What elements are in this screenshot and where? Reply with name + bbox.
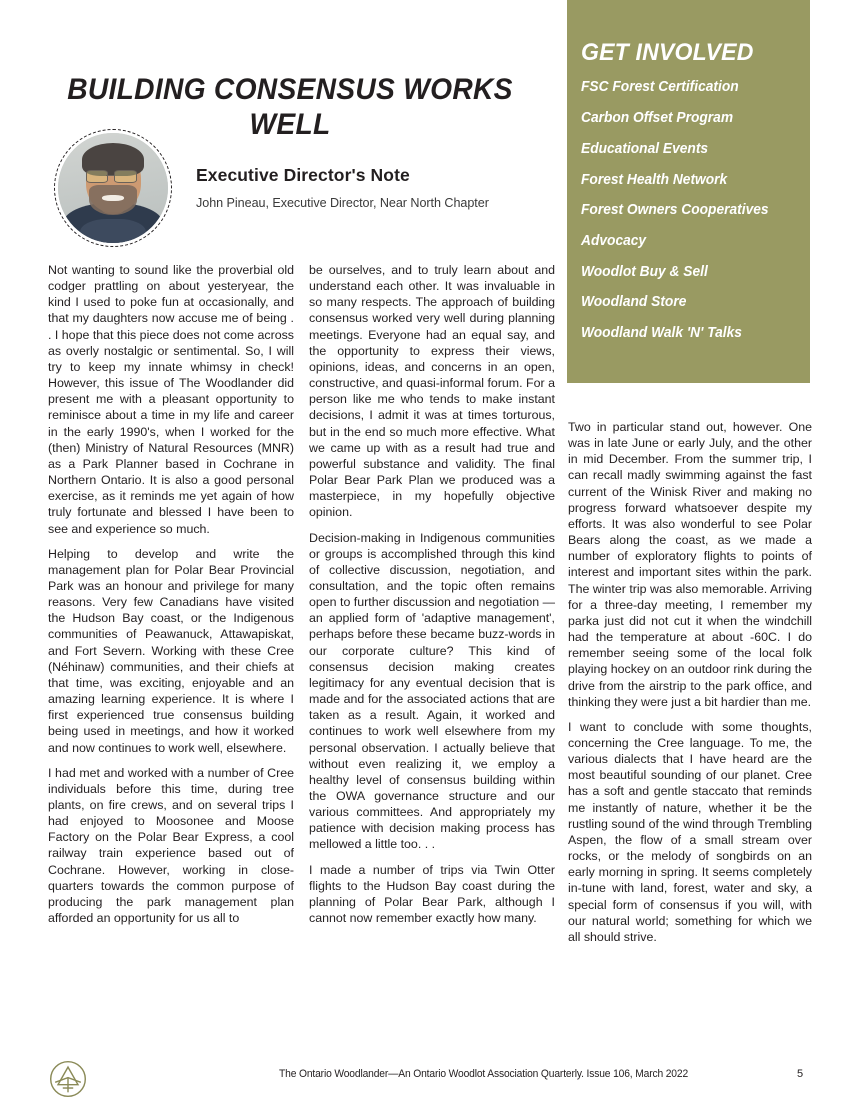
author-byline: John Pineau, Executive Director, Near North Chapter: [196, 196, 489, 210]
owa-tree-logo-icon: [49, 1060, 87, 1098]
paragraph: Two in particular stand out, however. One was in late June or early July, and the other in mid December. From the summer trip, I can recall madly swimming against the fast current of the Winisk River and making no progress forward whatsoever despite my efforts. It was also wonderful to see Polar Bears along the coast, as we made a number of exploratory flights to points of interest and important sites within the park. The winter trip was also memorable. Arriving for a three-day meeting, I remember my parka just did not cut it when the windchill had the temperature at about -60C. I do remember seeing some of the local folk playing hockey on an outdoor rink during the drive from the airstrip to the park office, and thinking they were just a bit hardier than me.: [568, 420, 812, 709]
sidebar-item-carbon-offset-program[interactable]: Carbon Offset Program: [581, 110, 734, 127]
body-column-2: [309, 262, 555, 926]
author-avatar: [54, 129, 172, 247]
paragraph: I want to conclude with some thoughts, concerning the Cree language. To me, the various dialects that I have heard are the most beautiful sounding of our planet. Cree has a soft and gentle staccato that reminds me instantly of nature, whether it be the rustling sound of the wind through Trembling Aspen, the flow of a small stream over rocks, or the melody of songbirds on an early morning in spring. It seems completely in-tune with land, forest, water and sky, a special form of consensus if you will, with our natural world; something for which we all should strive.: [568, 719, 812, 944]
sidebar-item-woodland-walk-n-talks[interactable]: Woodland Walk 'N' Talks: [581, 325, 742, 342]
get-involved-panel: [567, 0, 810, 383]
sidebar-item-forest-health-network[interactable]: Forest Health Network: [581, 171, 728, 188]
footer-publication-line: The Ontario Woodlander—An Ontario Woodlot Association Quarterly. Issue 106, March 2022: [279, 1068, 689, 1080]
sidebar-item-woodland-store[interactable]: Woodland Store: [581, 294, 687, 311]
paragraph: Decision-making in Indigenous communities or groups is accomplished through this kind of collective discussion, negotiation, and consultation, and the topic often remains open to further discussion and negotiation — an applied form of 'adaptive management', perhaps before these became buzz-words in our corporate culture? This kind of consensus decision making creates legitimacy for any eventual decision that is made and for the associated actions that are taken as a result. Again, it worked and continues to work well elsewhere from my personal observation. I actually believe that without even realizing it, we employ a healthy level of consensus building within the OWA governance structure and our various committees. And appropriately my patience with decision making process has mellowed a little too. . .: [309, 530, 555, 852]
article-headline: BUILDING CONSENSUS WORKS WELL: [67, 73, 513, 142]
paragraph: I made a number of trips via Twin Otter flights to the Hudson Bay coast during the planning of Polar Bear Park, although I cannot now remember exactly how many.: [309, 862, 555, 926]
body-column-1: [48, 262, 294, 926]
paragraph: I had met and worked with a number of Cree individuals before this time, during tree plants, on fire crews, and on several trips I had enjoyed to Moosonee and Moose Factory on the Polar Bear Express, a cool railway train experience based out of Cochrane. However, working in close-quarters towards the common purpose of producing the park management plan afforded an opportunity for us all to: [48, 765, 294, 926]
paragraph: be ourselves, and to truly learn about and understand each other. It was invaluable in so many respects. The approach of building consensus worked very well during planning meetings. Everyone had an equal say, and the opportunity to express their views, opinions, ideas, and concerns in an open, constructive, and quasi-informal forum. For a person like me who tends to make instant decisions, I admit it was at times torturous, but in the end so much more effective. What we came up with as a result had true and powerful substance and validity. The final Polar Bear Park Plan we produced was a masterpiece, in my hopefully objective opinion.: [309, 263, 555, 520]
sidebar-item-educational-events[interactable]: Educational Events: [581, 140, 709, 157]
page-number: 5: [797, 1068, 804, 1080]
paragraph: Not wanting to sound like the proverbial old codger prattling on about yesteryear, the kind I used to poke fun at occasionally, and that my daughters now accuse me of being . . I hope that this piece does not come across as overly nostalgic or sentimental. So, I will try to keep my innate whimsy in check! However, this issue of The Woodlander did present me with a pleasant opportunity to reminisce about a time in my life and career in the early 1990's, when I worked for the (then) Ministry of Natural Resources (MNR) as a Park Planner based in Cochrane in Northern Ontario. It is also a good personal exercise, as it reminds me yet again of how truly fortunate and blessed I have been to see and experience so much.: [48, 263, 294, 536]
paragraph: Helping to develop and write the management plan for Polar Bear Provincial Park was an honour and privilege for many reasons. Very few Canadians have visited the Hudson Bay coast, or the Indigenous communities of Peawanuck, Attawapiskat, and Fort Severn. Working with these Cree (Néhinaw) communities, and their chiefs at that time, was exciting, enjoyable and an amazing learning experience. It is where I first experienced true consensus building being used in meetings, and how it worked and now continues to work well, elsewhere.: [48, 546, 294, 755]
get-involved-title: GET INVOLVED: [581, 39, 754, 66]
sidebar-item-woodlot-buy-and-sell[interactable]: Woodlot Buy & Sell: [581, 263, 708, 280]
sidebar-item-forest-owners-cooperatives[interactable]: Forest Owners Cooperatives: [581, 202, 769, 219]
avatar-image: [58, 133, 168, 243]
sidebar-item-fsc-forest-certification[interactable]: FSC Forest Certification: [581, 79, 739, 96]
author-role-title: Executive Director's Note: [196, 165, 410, 185]
body-column-3: [568, 419, 812, 945]
sidebar-item-advocacy[interactable]: Advocacy: [581, 232, 647, 249]
